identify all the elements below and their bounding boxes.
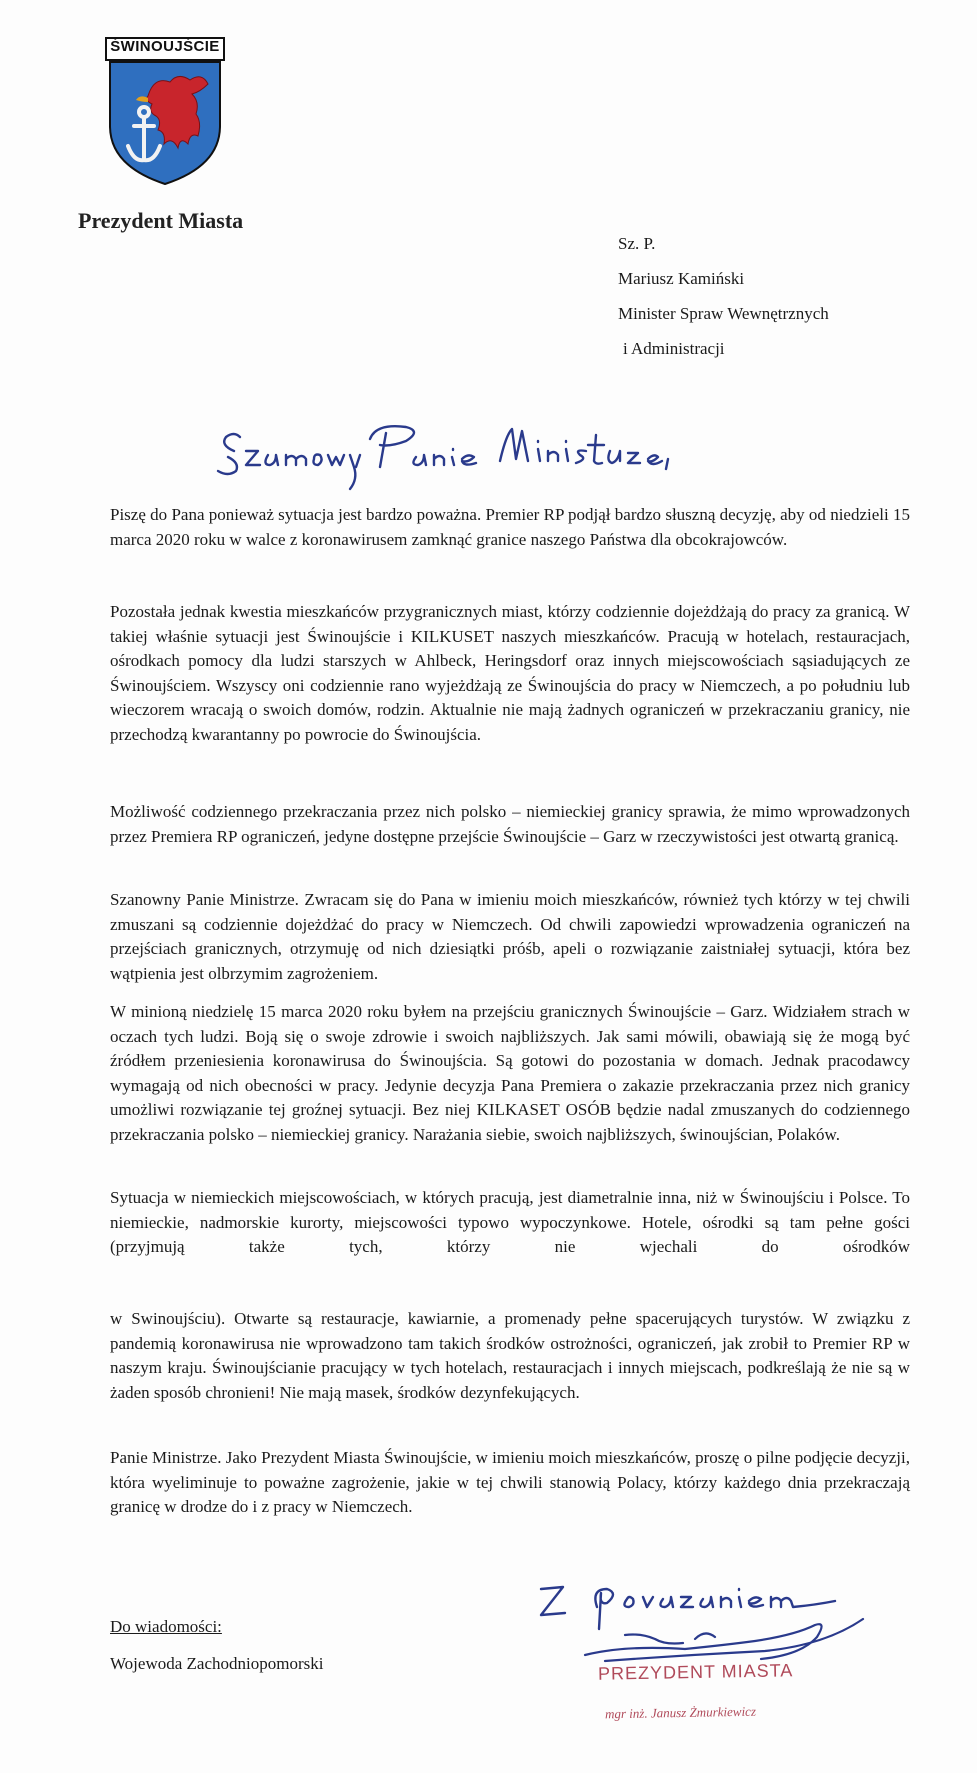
cc-recipient: Wojewoda Zachodniopomorski <box>110 1654 324 1673</box>
paragraph-text: W minioną niedzielę 15 marca 2020 roku byłem na przejściu granicznych Świnoujście – Garz. Widziałem strach w oczach tych ludzi. Boją się o swoje zdrowie i swoich najbliższych. Jak sami mówili, obawiają się że mogą być źródłem przeniesienia koronawirusa do Świnoujścia. Są gotowi do pozostania w domach. Jednak pracodawcy wymagają od nich obecności w pracy. Jedynie decyzja Pana Premiera o zakazie przekraczania przez nich granicy umożliwi rozwiązanie tej groźnej sytuacji. Bez niej KILKASET OSÓB będzie nadal zmuszanych do codziennego przekraczania polsko – niemieckiej granicy. Narażania siebie, swoich najbliższych, świnoujścian, Polaków. <box>110 1002 910 1144</box>
cc-label: Do wiadomości: <box>110 1617 222 1636</box>
crest-label: ŚWINOUJŚCIE <box>110 38 220 55</box>
paragraph-text: Szanowny Panie Ministrze. Zwracam się do Pana w imieniu moich mieszkańców, również tych którzy w tej chwili zmuszani są codziennie dojeżdżać do pracy w Niemczech. Od chwili zapowiedzi wprowadzenia ograniczeń na przejściach granicznych, otrzymuję od nich dziesiątki próśb, apeli o rozwiązanie zaistniałej sytuacji, która bez wątpienia jest olbrzymim zagrożeniem. <box>110 890 910 983</box>
letter-paragraph <box>110 1446 910 1520</box>
addressee-line: Minister Spraw Wewnętrznych <box>618 304 829 323</box>
stamp-title: PREZYDENT MIASTA <box>597 1660 794 1684</box>
paragraph-text: Piszę do Pana ponieważ sytuacja jest bardzo poważna. Premier RP podjął bardzo słuszną decyzję, aby od niedzieli 15 marca 2020 roku w walce z koronawirusem zamknąć granice naszego Państwa dla obcokrajowców. <box>110 505 910 549</box>
addressee-line: Sz. P. <box>618 234 656 253</box>
paragraph-text: Możliwość codziennego przekraczania przez nich polsko – niemieckiej granicy sprawia, że mimo wprowadzonych przez Premiera RP ograniczeń, jedyne dostępne przejście Świnoujście – Garz w rzeczywistości jest otwartą granicą. <box>110 802 910 846</box>
paragraph-text: w Swinoujściu). Otwarte są restauracje, kawiarnie, a promenady pełne spacerujących turystów. W związku z pandemią koronawirusa nie wprowadzono tam takich środków ostrożności, ograniczeń, jak zrobił to Premier RP w naszym kraju. Świnoujścianie pracujący w tych hotelach, restauracjach i innych miejscach, podkreślają że nie są w żaden sposób chronieni! Nie mają masek, środków dezynfekujących. <box>110 1309 910 1402</box>
addressee-line: Mariusz Kamiński <box>618 269 745 288</box>
paragraph-text: Sytuacja w niemieckich miejscowościach, w których pracują, jest diametralnie inna, niż w Świnoujściu i Polsce. To niemieckie, nadmorskie kurorty, miejscowości typowo wypoczynkowe. Hotele, ośrodki są tam pełne gości (przyjmują także tych, którzy nie wjechali do ośrodków <box>110 1188 910 1257</box>
paragraph-text: Panie Ministrze. Jako Prezydent Miasta Świnoujście, w imieniu moich mieszkańców, proszę o pilne podjęcie decyzji, która wyeliminuje to poważne zagrożenie, jakie w tej chwili stanowią Polacy, którzy każdego dnia przekraczają granicę w drodze do i z pracy w Niemczech. <box>110 1448 910 1517</box>
letter-paragraph <box>110 503 910 552</box>
letter-paragraph <box>110 1186 910 1260</box>
letter-paragraph <box>110 1000 910 1148</box>
letter-paragraph <box>110 600 910 748</box>
letter-paragraph <box>110 800 910 849</box>
letter-paragraph <box>110 888 910 986</box>
paragraph-text: Pozostała jednak kwestia mieszkańców przygranicznych miast, którzy codziennie dojeżdżają do pracy za granicą. W takiej właśnie sytuacji jest Świnoujście i KILKUSET naszych mieszkańców. Pracują w hotelach, restauracjach, ośrodkach pomocy dla ludzi starszych w Ahlbeck, Heringsdorf oraz innych miejscowościach sąsiadujących ze Świnoujściem. Wszyscy oni codziennie rano wyjeżdżają ze Świnoujścia do pracy w Niemczech, a po południu lub wieczorem wracają o swoich domów, rodzin. Aktualnie nie mają żadnych ograniczeń w przekraczaniu granicy, nie przechodzą kwarantanny po powrocie do Świnoujścia. <box>110 602 910 744</box>
city-crest-icon <box>104 36 228 186</box>
sender-title: Prezydent Miasta <box>78 208 244 233</box>
addressee-block <box>618 226 829 366</box>
stamp-name: mgr inż. Janusz Żmurkiewicz <box>604 1703 757 1722</box>
addressee-line: i Administracji <box>623 339 725 358</box>
letter-paragraph <box>110 1307 910 1405</box>
handwritten-salutation-icon <box>210 405 690 495</box>
